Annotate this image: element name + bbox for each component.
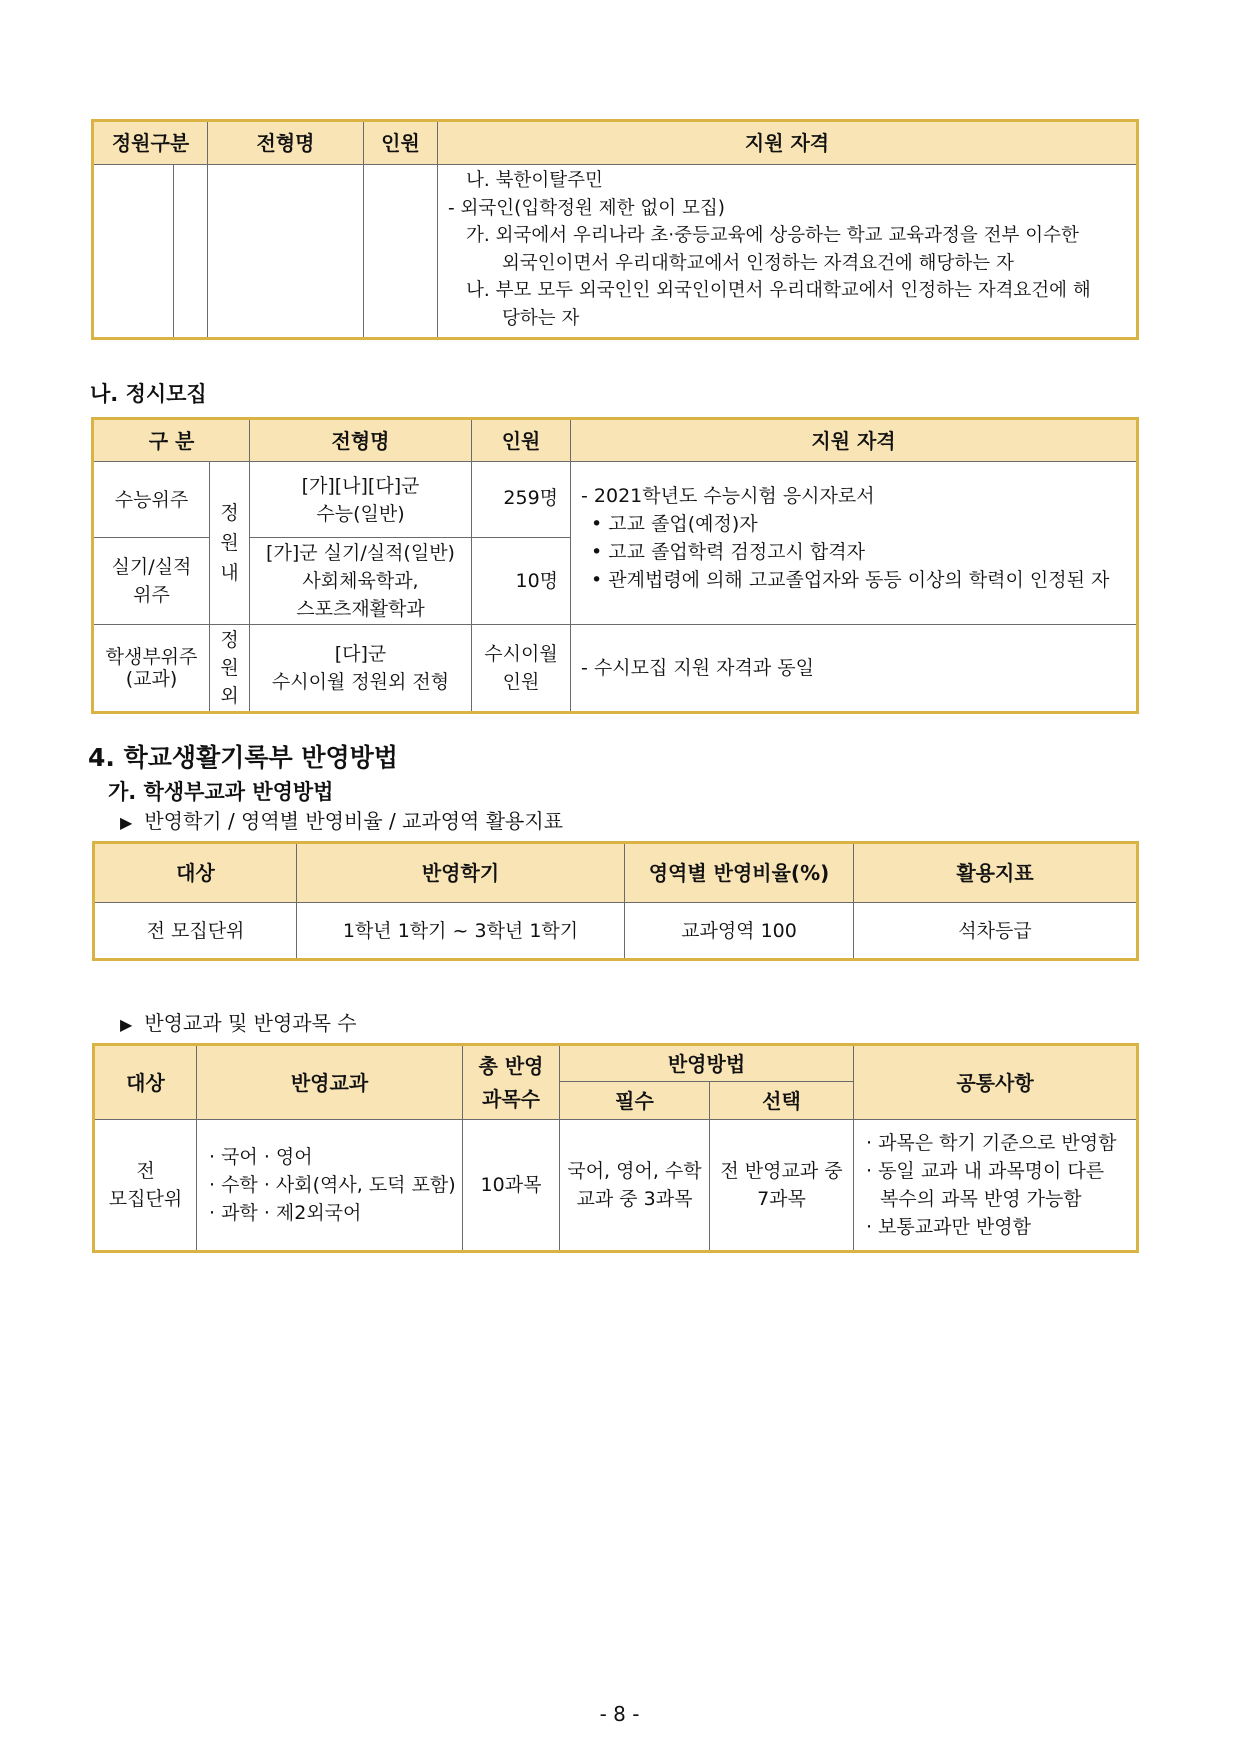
outside-quota-label: 정 원 외: [210, 625, 250, 713]
type-school-record: 학생부위주 (교과): [93, 625, 210, 713]
header-indicator: 활용지표: [854, 843, 1138, 903]
type-practical: 실기/실적 위주: [93, 538, 210, 625]
bullet-subjects-count: ▶ 반영교과 및 반영과목 수: [120, 1011, 357, 1035]
header-admission-name: 전형명: [208, 121, 364, 165]
type-suneung: 수능위주: [93, 462, 210, 538]
page-number: - 8 -: [599, 1702, 640, 1726]
header-subjects: 반영교과: [197, 1045, 463, 1120]
regular-admission-table: [91, 417, 1139, 714]
optional-cell: 전 반영교과 중 7과목: [710, 1120, 854, 1252]
semester-ratio-table: [92, 841, 1139, 961]
eligibility-line: 가. 외국에서 우리나라 초·중등교육에 상응하는 학교 교육과정을 전부 이수한: [466, 225, 1079, 246]
within-quota-label: 정 원 내: [210, 462, 250, 625]
header-optional: 선택: [710, 1082, 854, 1120]
header-total-subjects: 총 반영 과목수: [463, 1045, 560, 1120]
common-line: · 과목은 학기 기준으로 반영함: [866, 1132, 1117, 1154]
target-cell: 전 모집단위: [94, 903, 297, 960]
section-4-title: 4. 학교생활기록부 반영방법: [88, 743, 398, 772]
subjects-line: · 국어 · 영어: [209, 1146, 313, 1168]
common-line: · 보통교과만 반영함: [866, 1216, 1031, 1238]
eligibility-table-continued: [91, 119, 1139, 340]
empty-cell: [208, 165, 364, 339]
header-eligibility: 지원 자격: [438, 121, 1138, 165]
eligibility-line: - 외국인(입학정원 제한 없이 모집): [448, 197, 725, 219]
header-quota-type: 정원구분: [93, 121, 208, 165]
header-count: 인원: [472, 419, 571, 462]
header-category: 구 분: [93, 419, 250, 462]
subjects-table: [92, 1043, 1139, 1253]
empty-cell: [364, 165, 438, 339]
triangle-right-icon: ▶: [120, 1015, 133, 1034]
count-practical: 10명: [472, 538, 571, 625]
common-line: 복수의 과목 반영 가능함: [880, 1188, 1082, 1210]
admission-name-rollover: [다]군 수시이월 정원외 전형: [250, 625, 472, 713]
eligibility-line: 나. 부모 모두 외국인인 외국인이면서 우리대학교에서 인정하는 자격요건에 해: [466, 280, 1091, 301]
header-semesters: 반영학기: [297, 843, 625, 903]
eligibility-line: 나. 북한이탈주민: [466, 170, 603, 191]
eligibility-rollover: - 수시모집 지원 자격과 동일: [571, 625, 1138, 713]
eligibility-regular: - 2021학년도 수능시험 응시자로서 • 고교 졸업(예정)자 • 고교 졸업학력 검정고시 합격자 • 관계법령에 의해 고교졸업자와 동등 이상의 학력이 인정된 자: [571, 462, 1138, 625]
header-common: 공통사항: [854, 1045, 1138, 1120]
eligibility-text: [438, 165, 1138, 339]
header-method: 반영방법: [560, 1045, 854, 1082]
common-line: · 동일 교과 내 과목명이 다른: [866, 1160, 1105, 1182]
subjects-line: · 수학 · 사회(역사, 도덕 포함): [209, 1174, 456, 1196]
section-ga-title: 가. 학생부교과 반영방법: [108, 780, 334, 804]
eligibility-line: 외국인이면서 우리대학교에서 인정하는 자격요건에 해당하는 자: [502, 252, 1014, 274]
empty-cell: [174, 165, 208, 339]
admission-name-practical: [가]군 실기/실적(일반) 사회체육학과, 스포츠재활학과: [250, 538, 472, 625]
triangle-right-icon: ▶: [120, 813, 133, 832]
header-count: 인원: [364, 121, 438, 165]
semesters-cell: 1학년 1학기 ~ 3학년 1학기: [297, 903, 625, 960]
header-area-ratio: 영역별 반영비율(%): [625, 843, 854, 903]
count-rollover: 수시이월 인원: [472, 625, 571, 713]
subjects-line: · 과학 · 제2외국어: [209, 1202, 362, 1224]
header-eligibility: 지원 자격: [571, 419, 1138, 462]
target-cell: 전 모집단위: [94, 1120, 197, 1252]
count-suneung: 259명: [472, 462, 571, 538]
indicator-cell: 석차등급: [854, 903, 1138, 960]
total-cell: 10과목: [463, 1120, 560, 1252]
admission-name-suneung: [가][나][다]군 수능(일반): [250, 462, 472, 538]
header-admission-name: 전형명: [250, 419, 472, 462]
empty-cell: [93, 165, 174, 339]
common-cell: [854, 1120, 1138, 1252]
header-target: 대상: [94, 1045, 197, 1120]
header-required: 필수: [560, 1082, 710, 1120]
subjects-cell: [197, 1120, 463, 1252]
area-ratio-cell: 교과영역 100: [625, 903, 854, 960]
bullet-semester-ratio: ▶ 반영학기 / 영역별 반영비율 / 교과영역 활용지표: [120, 809, 564, 833]
section-regular-admission: 나. 정시모집: [90, 382, 207, 406]
eligibility-line: 당하는 자: [502, 307, 580, 329]
header-target: 대상: [94, 843, 297, 903]
required-cell: 국어, 영어, 수학 교과 중 3과목: [560, 1120, 710, 1252]
